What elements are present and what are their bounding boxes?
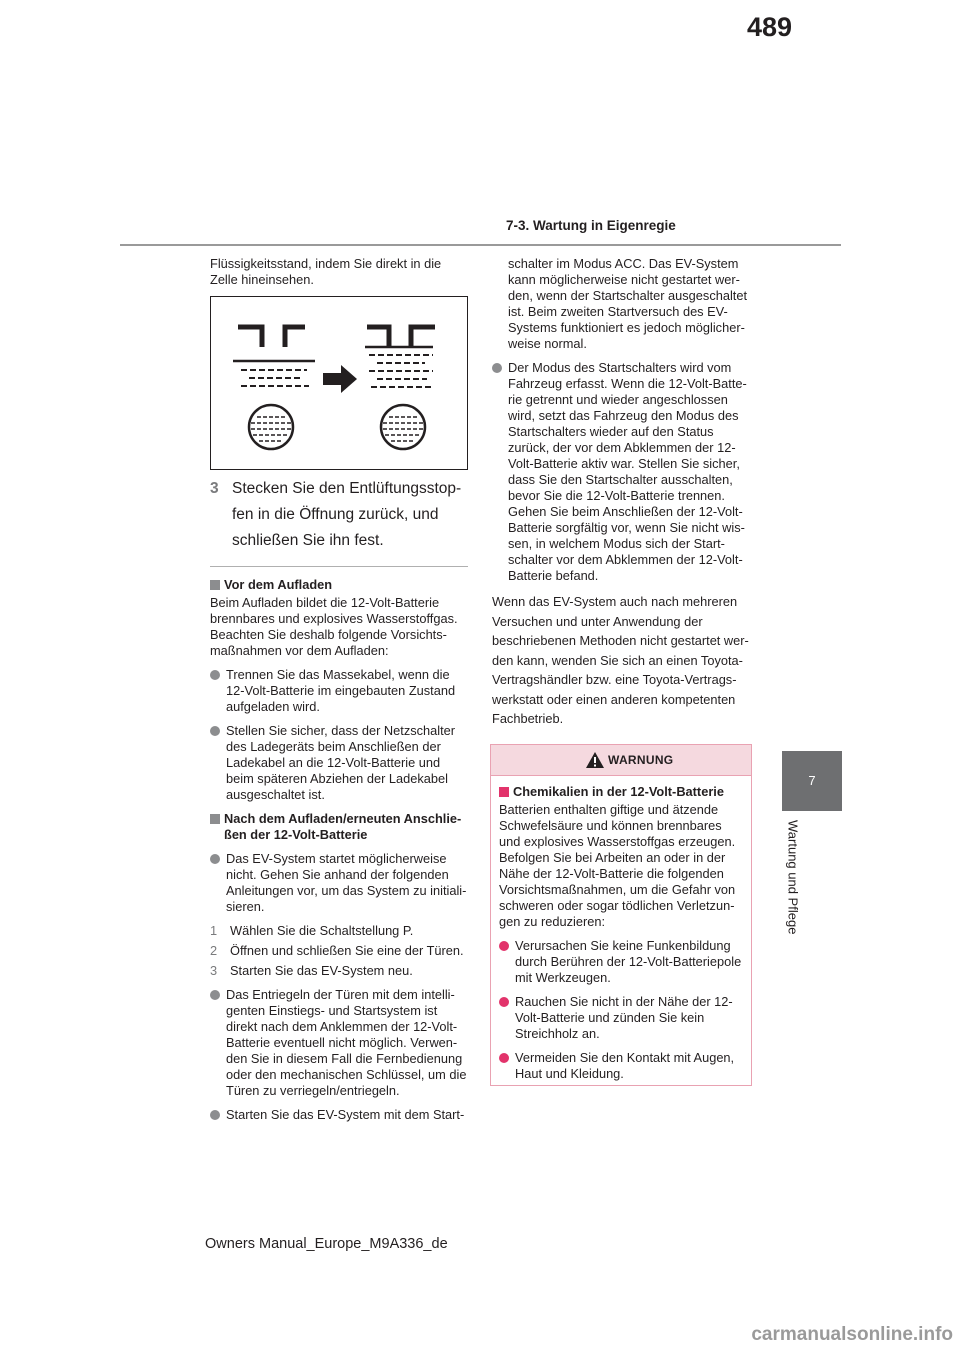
right-column [492, 256, 752, 737]
step-number: 3 [210, 963, 218, 978]
chapter-label [766, 820, 826, 980]
chapter-tab[interactable]: 7 [782, 751, 842, 811]
bullet-icon [210, 1110, 220, 1120]
bullet-icon [210, 726, 220, 736]
warning-body [491, 776, 751, 1082]
battery-cell-diagram [211, 297, 467, 469]
before-charging-text: Beim Aufladen bildet die 12-Volt-Batterie brennbares und explosives Wasserstoffgas. Beachten Sie deshalb folgende Vorsichts-maßnahmen vor dem Aufladen: [210, 595, 458, 658]
warning-title: WARNUNG [608, 753, 674, 767]
warning-text: Batterien enthalten giftige und ätzende Schwefelsäure und können brennbares und explosives Wasserstoffgas erzeugen. Befolgen Sie bei Arbeiten an oder in der Nähe der 12-Volt-Batterie die folgenden Vorsichtsmaßnahmen, um die Gefahr von schweren oder sogar tödlichen Verletzun-gen zu reduzieren: [499, 802, 736, 929]
footer-doc-id: Owners Manual_Europe_M9A336_de [205, 1236, 448, 1252]
bullet-icon [499, 1053, 509, 1063]
list-item: Rauchen Sie nicht in der Nähe der 12-Volt-Batterie und zünden Sie kein Streichholz an. [499, 994, 743, 1042]
warning-box [490, 744, 752, 1086]
list-item: Das EV-System startet möglicherweise nicht. Gehen Sie anhand der folgenden Anleitungen vor, um das System zu initiali-sieren. [210, 851, 468, 915]
warning-header [491, 745, 751, 776]
intro-text: Flüssigkeitsstand, indem Sie direkt in die Zelle hineinsehen. [210, 256, 442, 287]
bullet-icon [210, 990, 220, 1000]
before-charging-heading: Vor dem Aufladen [210, 577, 468, 593]
step-3: 3 Starten Sie das EV-System neu. [210, 963, 413, 978]
bullet-icon [210, 670, 220, 680]
square-bullet-icon [210, 580, 220, 590]
warning-triangle-icon [585, 751, 605, 769]
page-number: 489 [746, 12, 792, 42]
square-bullet-icon [210, 814, 220, 824]
square-bullet-icon [499, 787, 509, 797]
bullet-icon [499, 941, 509, 951]
battery-level-figure [210, 296, 468, 470]
step-number: 3 [210, 480, 219, 497]
watermark[interactable]: carmanualsonline.info [751, 1324, 953, 1345]
list-item: Trennen Sie das Massekabel, wenn die 12-Volt-Batterie im eingebauten Zustand aufgeladen wird. [210, 667, 468, 715]
list-item: Das Entriegeln der Türen mit dem intelli-genten Einstiegs- und Startsystem ist direkt nach dem Anklemmen der 12-Volt-Batterie eventuell nicht möglich. Verwen-den Sie in diesem Fall die Fernbedienung oder den mechanischen Schlüssel, um die Türen zu verriegeln/entriegeln. [210, 987, 468, 1099]
list-item: Stellen Sie sicher, dass der Netzschalter des Ladegeräts beim Anschließen der Ladekabel an die 12-Volt-Batterie und beim späteren Abziehen der Ladekabel ausgeschaltet ist. [210, 723, 468, 803]
list-item: Der Modus des Startschalters wird vom Fahrzeug erfasst. Wenn die 12-Volt-Batte-rie getrennt und wieder angeschlossen wird, setzt das Fahrzeug den Modus des Startschalters wieder auf den Status zurück, der vor dem Abklemmen der 12-Volt-Batterie aktiv war. Stellen Sie sicher, dass Sie den Startschalter ausschalten, bevor Sie die 12-Volt-Batterie trennen. Gehen Sie beim Anschließen der 12-Volt-Batterie sorgfältig vor, wenn Sie nicht wis-sen, in welchem Modus sich der Start-schalter vor dem Abklemmen der 12-Volt-Batterie befand. [492, 360, 752, 584]
step-number: 2 [210, 943, 218, 958]
step-2: 2 Öffnen und schließen Sie eine der Türen. [210, 943, 464, 958]
after-charging-heading: Nach dem Aufladen/erneuten Anschlie-ßen der 12-Volt-Batterie [210, 811, 468, 843]
step-3-refit-plug [210, 476, 468, 554]
continued-text: schalter im Modus ACC. Das EV-System kann möglicherweise nicht gestartet wer-den, wenn der Startschalter ausgeschaltet ist. Beim zweiten Startversuch des EV-Systems funktioniert es jedoch möglicher-weise normal. [508, 256, 748, 351]
list-item: Vermeiden Sie den Kontakt mit Augen, Haut und Kleidung. [499, 1050, 743, 1082]
list-item: Verursachen Sie keine Funkenbildung durch Berühren der 12-Volt-Batteriepole mit Werkzeugen. [499, 938, 743, 986]
section-title: 7-3. Wartung in Eigenregie [506, 218, 676, 233]
bullet-icon [499, 997, 509, 1007]
left-column [210, 256, 468, 1131]
closing-paragraph: Wenn das EV-System auch nach mehreren Versuchen und unter Anwendung der beschriebenen Methoden nicht gestartet wer-den kann, wenden Sie sich an einen Toyota-Vertragshändler bzw. eine Toyota-Vertrags-werkstatt oder einen anderen kompetenten Fachbetrieb. [492, 594, 749, 726]
step-1: 1 Wählen Sie die Schaltstellung P. [210, 923, 414, 938]
warning-subhead: Chemikalien in der 12-Volt-Batterie [499, 784, 743, 800]
step-text: Stecken Sie den Entlüftungsstop-fen in die Öffnung zurück, und schließen Sie ihn fest. [232, 480, 462, 549]
bullet-icon [492, 363, 502, 373]
header-rule [120, 244, 841, 246]
step-number: 1 [210, 923, 218, 938]
divider [210, 566, 468, 567]
list-item: Starten Sie das EV-System mit dem Start- [210, 1107, 468, 1123]
chapter-label-text: Wartung und Pflege [785, 820, 801, 935]
bullet-icon [210, 854, 220, 864]
